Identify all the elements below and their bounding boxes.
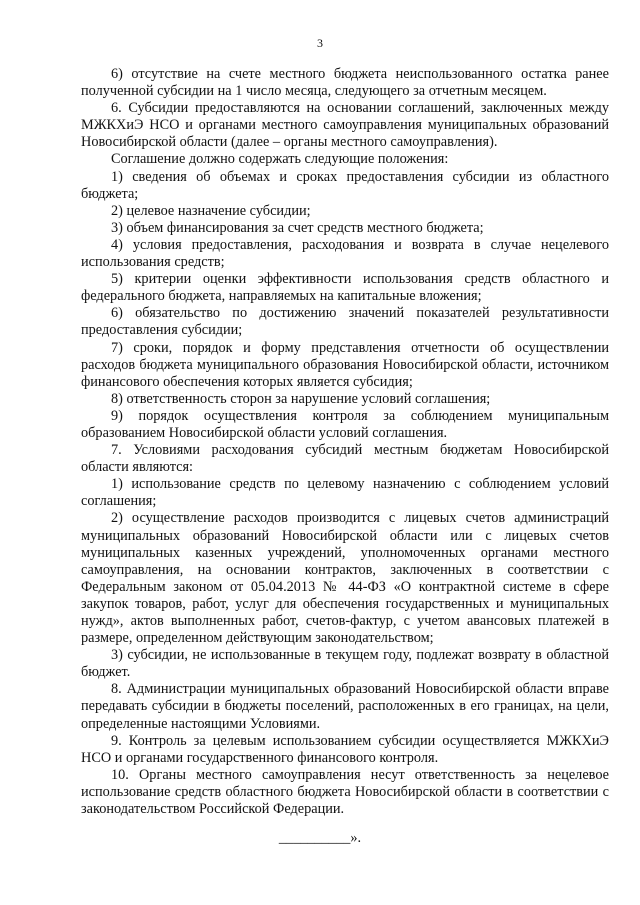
paragraph: 4) условия предоставления, расходования и возврата в случае нецелевого использования средств;: [81, 236, 609, 271]
paragraph: 9. Контроль за целевым использованием субсидии осуществляется МЖКХиЭ НСО и органами государственного финансового контроля.: [81, 732, 609, 766]
paragraph: 7) сроки, порядок и форму представления отчетности об осуществлении расходов бюджета муниципального образования Новосибирской области, источником финансового обеспечения которых является субсидия;: [81, 339, 609, 390]
paragraph: 7. Условиями расходования субсидий местным бюджетам Новосибирской области являются:: [81, 442, 609, 476]
paragraph: 3) субсидии, не использованные в текущем году, подлежат возврату в областной бюджет.: [81, 647, 609, 681]
paragraph: 9) порядок осуществления контроля за соблюдением муниципальным образованием Новосибирской области условий соглашения.: [81, 407, 609, 441]
paragraph: 1) сведения об объемах и сроках предоставления субсидии из областного бюджета;: [81, 168, 609, 202]
paragraph: 1) использование средств по целевому назначению с соблюдением условий соглашения;: [81, 476, 609, 510]
paragraph: 10. Органы местного самоуправления несут ответственность за нецелевое использование средств областного бюджета Новосибирской области в соответствии с законодательством Российской Федерации.: [81, 766, 609, 818]
paragraph: 6. Субсидии предоставляются на основании соглашений, заключенных между МЖКХиЭ НСО и органами местного самоуправления муниципальных образований Новосибирской области (далее – органы местного самоуправления).: [81, 100, 609, 151]
paragraph: 2) осуществление расходов производится с лицевых счетов администраций муниципальных образований Новосибирской области или с лицевых счетов муниципальных казенных учреждений, уполномоченных органами местного самоуправления, на основании контрактов, заключенных в соответствии с Федеральным законом от 05.04.2013 № 44-ФЗ «О контрактной системе в сфере закупок товаров, работ, услуг для обеспечения государственных и муниципальных нужд», актов выполненных работ, счетов-фактур, с учетом авансовых платежей в размере, определенном действующим законодательством;: [81, 510, 609, 647]
paragraph: 2) целевое назначение субсидии;: [111, 202, 311, 219]
paragraph: 8. Администрации муниципальных образований Новосибирской области вправе передавать субсидии в бюджеты поселений, расположенных в его границах, на цели, определенные настоящими Условиями.: [81, 681, 609, 732]
paragraph: 5) критерии оценки эффективности использования средств областного и федерального бюджета, направляемых на капитальные вложения;: [81, 271, 609, 305]
closing-line: __________».: [278, 830, 362, 846]
paragraph: 3) объем финансирования за счет средств местного бюджета;: [111, 219, 484, 236]
paragraph: Соглашение должно содержать следующие положения:: [111, 151, 449, 168]
page-number: 3: [317, 36, 323, 50]
paragraph: 8) ответственность сторон за нарушение условий соглашения;: [111, 390, 491, 407]
document-body: [81, 66, 609, 818]
paragraph: 6) обязательство по достижению значений показателей результативности предоставления субсидии;: [81, 305, 609, 339]
paragraph: 6) отсутствие на счете местного бюджета неиспользованного остатка ранее полученной субсидии на 1 число месяца, следующего за отчетным месяцем.: [81, 66, 609, 100]
